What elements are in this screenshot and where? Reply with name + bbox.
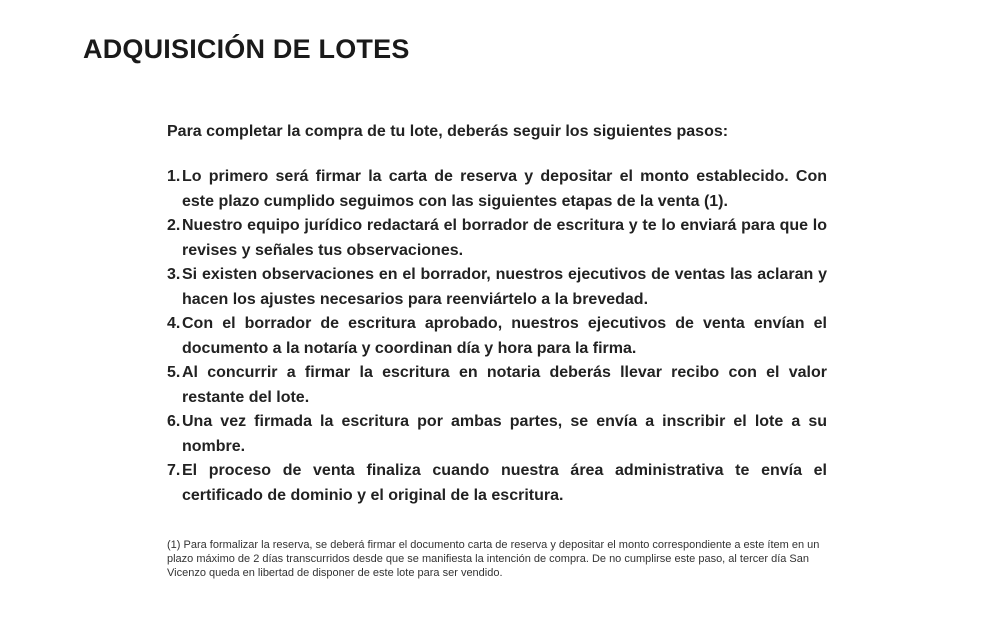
step-text: El proceso de venta finaliza cuando nuestra área administrativa te envía el certificado de dominio y el original de la escritura. bbox=[182, 462, 827, 504]
step-number: 4. bbox=[167, 315, 181, 332]
step-number: 5. bbox=[167, 364, 181, 381]
step-text: Al concurrir a firmar la escritura en notaria deberás llevar recibo con el valor restante del lote. bbox=[182, 364, 827, 406]
step-item bbox=[167, 165, 827, 214]
step-item bbox=[167, 214, 827, 263]
step-text: Una vez firmada la escritura por ambas partes, se envía a inscribir el lote a su nombre. bbox=[182, 413, 827, 455]
step-text: Con el borrador de escritura aprobado, nuestros ejecutivos de venta envían el documento a la notaría y coordinan día y hora para la firma. bbox=[182, 315, 827, 357]
step-item bbox=[167, 263, 827, 312]
step-item bbox=[167, 312, 827, 361]
footnote: (1) Para formalizar la reserva, se deberá firmar el documento carta de reserva y depositar el monto correspondiente a este ítem en un plazo máximo de 2 días transcurridos desde que se manifiesta la intención de compra. De no cumplirse este paso, al tercer día San Vicenzo queda en libertad de disponer de este lote para ser vendido. bbox=[167, 539, 820, 579]
step-item bbox=[167, 459, 827, 508]
step-text: Lo primero será firmar la carta de reserva y depositar el monto establecido. Con este plazo cumplido seguimos con las siguientes etapas de la venta (1). bbox=[182, 168, 827, 210]
step-number: 1. bbox=[167, 168, 181, 185]
page-title: ADQUISICIÓN DE LOTES bbox=[83, 34, 410, 64]
step-number: 3. bbox=[167, 266, 181, 283]
step-item bbox=[167, 410, 827, 459]
steps-list bbox=[167, 165, 827, 508]
step-text: Nuestro equipo jurídico redactará el borrador de escritura y te lo enviará para que lo revises y señales tus observaciones. bbox=[182, 217, 827, 259]
step-number: 6. bbox=[167, 413, 181, 430]
step-number: 7. bbox=[167, 462, 181, 479]
step-item bbox=[167, 361, 827, 410]
intro-text: Para completar la compra de tu lote, deberás seguir los siguientes pasos: bbox=[167, 123, 729, 140]
step-number: 2. bbox=[167, 217, 181, 234]
document-body bbox=[167, 121, 827, 508]
step-text: Si existen observaciones en el borrador, nuestros ejecutivos de ventas las aclaran y hacen los ajustes necesarios para reenviártelo a la brevedad. bbox=[182, 266, 827, 308]
